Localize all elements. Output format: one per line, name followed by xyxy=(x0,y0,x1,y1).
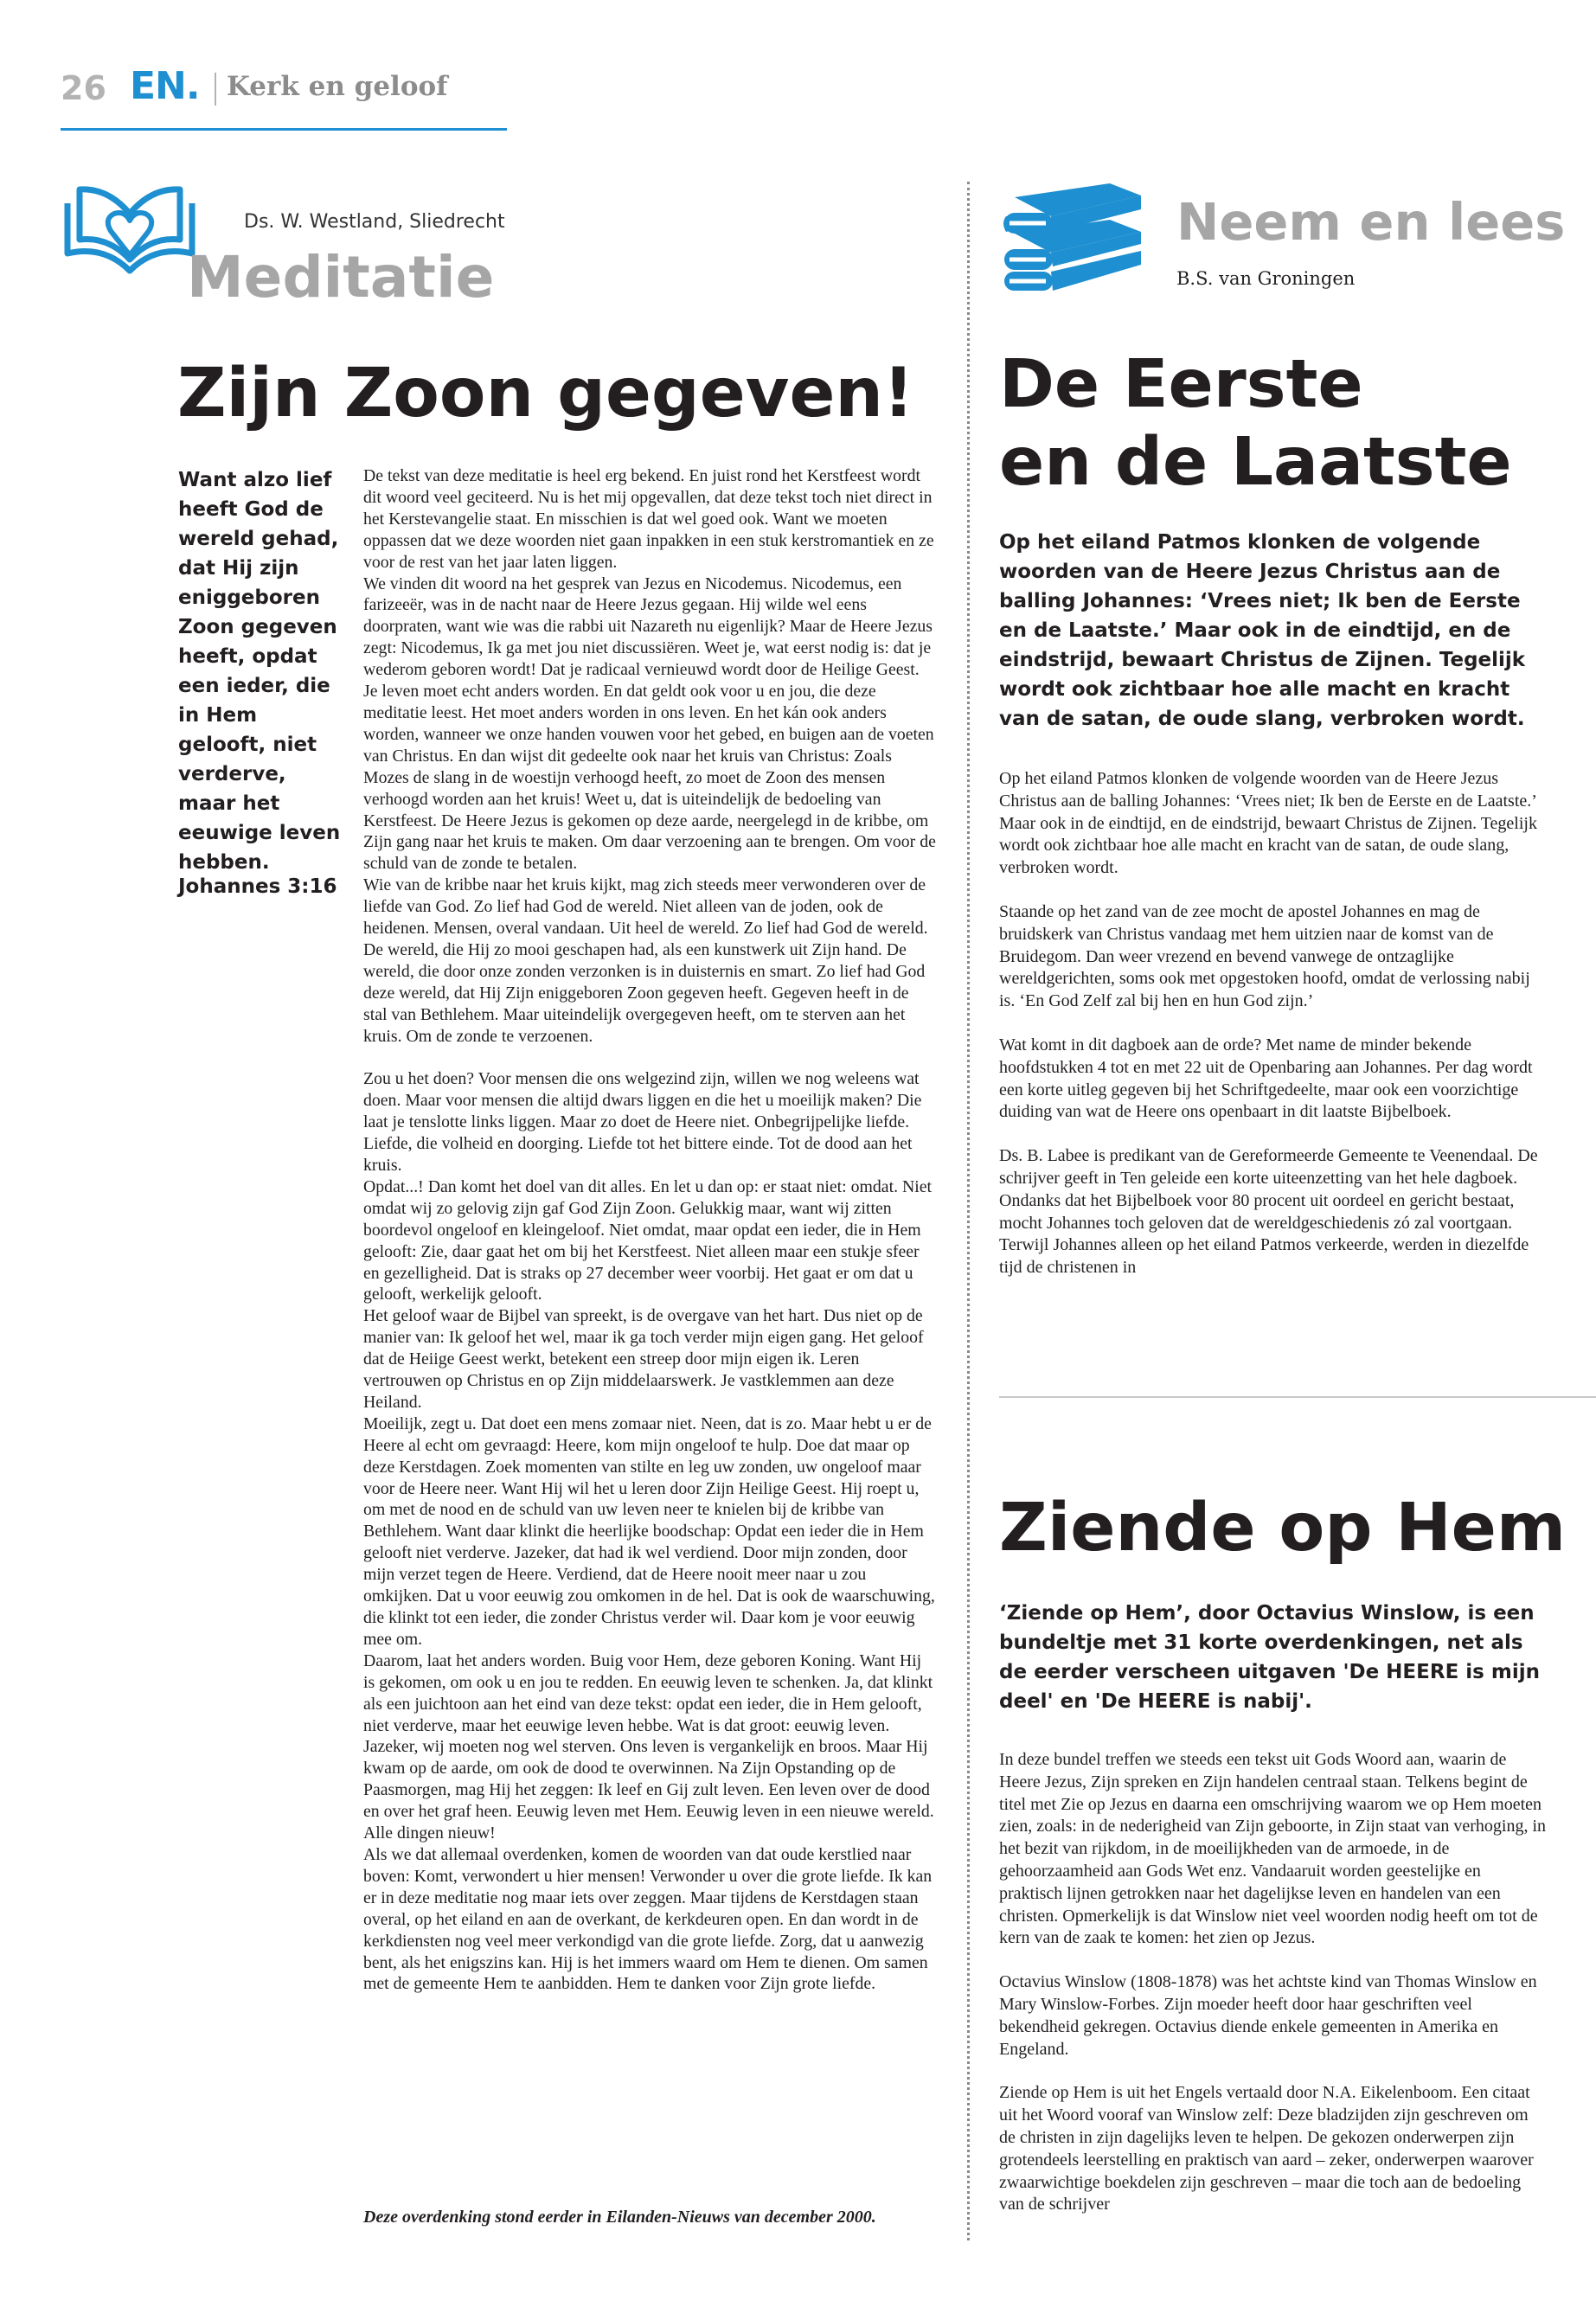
body-paragraph: Octavius Winslow (1808-1878) was het achtste kind van Thomas Winslow en Mary Winslow-Forbes. Zijn moeder heeft door haar geschriften veel bekendheid gekregen. Octavius diende enkele gemeenten in Amerika en Engeland. xyxy=(999,1972,1537,2059)
body-paragraph: Daarom, laat het anders worden. Buig voor Hem, deze geboren Koning. Want Hij is gekomen, om ook u en jou te redden. En eeuwig leven te schenken. Ja, dat klinkt als een juichtoon aan het eind van deze tekst: opdat een ieder, die in Hem gelooft, niet verderve, maar het eeuwige leven hebbe. Wat is dat groot: eeuwig leven. Jazeker, wij moeten nog wel sterven. Ons leven is vergankelijk en broos. Maar Hij kwam op de aarde, om ook de dood te overwinnen. Na Zijn Opstanding op de Paasmorgen, mag Hij het zeggen: Ik leef en Gij zult leven. Een leven over de dood en over het graf heen. Eeuwig leven met Hem. Eeuwig leven in een nieuwe wereld. Alle dingen nieuw! xyxy=(363,1650,934,1843)
body-paragraph: Het geloof waar de Bijbel van spreekt, is de overgave van het hart. Dus niet op de manier van: Ik geloof het wel, maar ik ga toch verder mijn eigen gang. Het geloof dat de Heiige Geest werkt, betekent een streep door mijn eigen ik. Leren vertrouwen op Christus en op Zijn middelaarswerk. Je vastklemmen aan deze Heiland. xyxy=(363,1306,924,1412)
body-paragraph: Als we dat allemaal overdenken, komen de woorden van dat oude kerstlied naar boven: Komt, verwondert u hier mensen! Verwonder u over die grote liefde. Ik kan er in deze meditatie nog maar iets over zeggen. Maar tijdens de Kerstdagen staan overal, op het eiland en aan de overkant, de kerkdeuren open. En dan wordt in de kerkdiensten nog veel meer verkondigd van die grote liefde. Zorg, dat u aanwezig bent, als het enigszins kan. Hij is het immers waard om Hem te dienen. Om samen met de gemeente Hem te aanbidden. Hem te danken voor Zijn grote liefde. xyxy=(363,1844,933,1994)
header-rule xyxy=(61,128,507,131)
page-number: 26 xyxy=(61,69,106,107)
article-body xyxy=(999,1749,1548,2216)
body-paragraph: Opdat...! Dan komt het doel van dit alles. En let u dan op: er staat niet: omdat. Niet omdat wij zo gelovig zijn gaf God Zijn Zoon. Gelukkig maar, want wij zitten boordevol ongeloof en kleingeloof. Niet omdat, maar opdat een ieder, die in Hem gelooft: Zie, daar gaat het om bij het Kerstfeest. Niet alleen maar een stukje sfeer en gezelligheid. Dat is straks op 27 december weer voorbij. Het gaat er om dat u gelooft, werkelijk gelooft. xyxy=(363,1176,933,1304)
article-divider xyxy=(999,1396,1596,1398)
body-paragraph: We vinden dit woord na het gesprek van Jezus en Nicodemus. Nicodemus, een farizeeër, was in de nacht naar de Heere Jezus gegaan. Hij wilde wel eens doorpraten, want wie was die rabbi uit Nazareth nu eigenlijk? Maar de Heere Jezus zegt: Nicodemus, Ik ga met jou niet discussiëren. Weet je, wat eerst nodig is: dat je wederom geboren wordt! Dat je radicaal vernieuwd wordt door de Heilige Geest. Je leven moet echt anders worden. En dat geldt ook voor u en jou, die deze meditatie leest. Het moet anders worden in ons leven. En het kán ook anders worden, wanneer we onze handen vouwen voor het gebed, en buigen aan de voeten van Christus. En dan wijst dit gedeelte ook naar het kruis van Christus: Zoals Mozes de slang in de woestijn verhoogd heeft, zo moet de Zoon des mensen verhoogd worden aan het kruis! Weet u, dat is uiteindelijk de bedoeling van Kerstfeest. De Heere Jezus is gekomen op deze aarde, neergelegd in de kribbe, om Zijn gang naar het kruis te maken. Om daar verzoening aan te brengen. Om voor de schuld van de zonde te betalen. xyxy=(363,574,936,874)
body-paragraph: Wie van de kribbe naar het kruis kijkt, mag zich steeds meer verwonderen over de liefde van God. Zo lief had God de wereld. Niet alleen van de joden, ook de heidenen. Mensen, overal vandaan. Uit heel de wereld. Zo lief had God de wereld. De wereld, die Hij zo mooi geschapen had, als een kunstwerk uit Zijn hand. De wereld, die door onze zonden verzonken is in duisternis en smart. Zo lief had God deze wereld, dat Hij Zijn eniggeboren Zoon gegeven heeft. Gegeven heeft in de stal van Bethlehem. Maar uiteindelijk overgegeven heeft, om te sterven aan het kruis. Om de zonde te verzoenen. xyxy=(363,875,928,1046)
body-paragraph: Moeilijk, zegt u. Dat doet een mens zomaar niet. Neen, dat is zo. Maar hebt u er de Heere al echt om gevraagd: Heere, kom mijn ongeloof te hulp. Doe dat maar op deze Kerstdagen. Zoek momenten van stilte en leg uw zonden, uw ongeloof maar voor de Heere neer. Want Hij wil het u leren door Zijn Heilige Geest. Hij roept u, om met de nood en de schuld van uw leven neer te knielen bij de kribbe van Bethlehem. Want daar klinkt die heerlijke boodschap: Opdat een ieder die in Hem gelooft niet verderve. Jazeker, dat had ik wel verdiend. Door mijn zonden, door mijn verzet tegen de Heere. Verdiend, dat de Heere nooit meer naar u zou omkijken. Dat u voor eeuwig zou omkomen in de hel. Dat is ook de waarschuwing, die klinkt tot een ieder, die zonder Christus verder wil. Daar kom je voor eeuwig mee om. xyxy=(363,1413,935,1649)
category-title: Meditatie xyxy=(187,244,495,311)
article-title: Ziende op Hem xyxy=(999,1490,1567,1567)
article-lead: Op het eiland Patmos klonken de volgende woorden van de Heere Jezus Christus aan de balling Johannes: ‘Vrees niet; Ik ben de Eerste en de Laatste.’ Maar ook in de eindtijd, en de eindstrijd, bewaart Christus de Zijnen. Tegelijk wordt ook zichtbaar hoe alle macht en kracht van de satan, de oude slang, verbroken wordt. xyxy=(999,531,1526,730)
body-paragraph: In deze bundel treffen we steeds een tekst uit Gods Woord aan, waarin de Heere Jezus, Zijn spreken en Zijn handelen centraal staan. Telkens begint de titel met Zie op Jezus en daarna een omschrijving waarom we op Hem moeten zien, zoals: in de nederigheid van Zijn geboorte, in Zijn staat van verhoging, in het bezit van rijkdom, in de moeilijkheden van de armoede, in de gehoorzaamheid aan Gods Wet enz. Vandaaruit worden geestelijke en praktisch lijnen getrokken naar het dagelijkse leven en handelen van een christen. Opmerkelijk is dat Winslow niet veel woorden nodig heeft om tot de kern van de zaak te komen: het zien op Jezus. xyxy=(999,1750,1547,1948)
column-author: B.S. van Groningen xyxy=(1176,268,1356,289)
body-paragraph: De tekst van deze meditatie is heel erg bekend. En juist rond het Kerstfeest wordt dit woord veel geciteerd. Nu is het mij opgevallen, dat deze tekst toch niet direct in het Kerstevangelie staat. En misschien is dat wel goed ook. Want we moeten oppassen dat we deze woorden niet gaan inpakken in een stuk kerstromantiek en ze voor de rest van het jaar laten liggen. xyxy=(363,466,934,572)
article-title xyxy=(999,346,1512,502)
section-name: Kerk en geloof xyxy=(227,71,448,102)
publication-logo: EN. xyxy=(130,64,200,108)
bible-reference: Johannes 3:16 xyxy=(178,875,337,898)
body-paragraph: Ds. B. Labee is predikant van de Gereformeerde Gemeente te Veenendaal. De schrijver geeft in Ten geleide een korte uiteenzetting van het hele dagboek. Ondanks dat het Bijbelboek voor 80 procent uit oordeel en gericht bestaat, mocht Johannes toch geloven dat de wereldgeschiedenis zó zal voortgaan. Terwijl Johannes alleen op het eiland Patmos verkeerde, werden in diezelfde tijd de christenen in xyxy=(999,1146,1538,1278)
body-paragraph: Ziende op Hem is uit het Engels vertaald door N.A. Eikelenboom. Een citaat uit het Woord vooraf van Winslow zelf: Deze bladzijden zijn geschreven om de christen in zijn dagelijks leven te helpen. De gekozen onderwerpen zijn grotendeels leerstelling en praktisch van aard – zeker, onderwerpen waarover zwaarwichtige boekdelen zijn geschreven – maar die toch aan de bedoeling van de schrijver xyxy=(999,2083,1534,2214)
column-heading: Neem en lees xyxy=(1176,192,1566,252)
article-lead: ‘Ziende op Hem’, door Octavius Winslow, is een bundeltje met 31 korte overdenkingen, net als de eerder verscheen uitgaven 'De HEERE is mijn deel' en 'De HEERE is nabij'. xyxy=(999,1602,1540,1713)
header-separator xyxy=(215,73,216,106)
body-paragraph: Staande op het zand van de zee mocht de apostel Johannes en mag de bruidskerk van Christus vandaag met hem uitzien naar de komst van de Bruidegom. Dan weer vrezend en bevend vanwege de ontzaglijke wereldgerichten, soms ook met opgestoken hoofd, omdat de verlossing nabij is. ‘En God Zelf zal bij hen en hun God zijn.’ xyxy=(999,901,1530,1011)
meditation-footnote: Deze overdenking stond eerder in Eilanden-Nieuws van december 2000. xyxy=(363,2208,876,2227)
meditation-author: Ds. W. Westland, Sliedrecht xyxy=(244,211,505,233)
article-title-line: en de Laatste xyxy=(999,424,1512,501)
body-paragraph: Wat komt in dit dagboek aan de orde? Met name de minder bekende hoofdstukken 4 tot en met 22 uit de Openbaring aan Johannes. Per dag wordt een korte uitleg gegeven bij het Schriftgedeelte, maar ook een voorzichtige duiding van wat de Heere ons openbaart in dit laatste Bijbelboek. xyxy=(999,1035,1533,1122)
meditation-title: Zijn Zoon gegeven! xyxy=(177,355,914,433)
bible-quote: Want alzo lief heeft God de wereld gehad, dat Hij zijn eniggeboren Zoon gegeven heeft, opdat een ieder, die in Hem gelooft, niet verderve, maar het eeuwige leven hebben. xyxy=(178,469,341,874)
article-body xyxy=(999,768,1544,1301)
meditation-body xyxy=(363,465,936,1995)
column-divider xyxy=(967,182,970,2240)
article-title-line: De Eerste xyxy=(999,346,1363,423)
stacked-books-icon xyxy=(997,182,1144,292)
body-paragraph: Zou u het doen? Voor mensen die ons welgezind zijn, willen we nog weleens wat doen. Maar voor mensen die altijd dwars liggen en die het u moeilijk maken? Die laat je tenslotte links liggen. Maar zo doet de Heere niet. Onbegrijpelijke liefde. Liefde, die volheid en doorging. Liefde tot het bittere einde. Tot de dood aan het kruis. xyxy=(363,1069,922,1175)
body-paragraph: Op het eiland Patmos klonken de volgende woorden van de Heere Jezus Christus aan de balling Johannes: ‘Vrees niet; Ik ben de Eerste en de Laatste.’ Maar ook in de eindtijd, en de eindstrijd, bewaart Christus de Zijnen. Tegelijk wordt ook zichtbaar hoe alle macht en kracht van de satan, de oude slang, verbroken wordt. xyxy=(999,769,1537,878)
open-book-heart-icon xyxy=(61,177,199,277)
